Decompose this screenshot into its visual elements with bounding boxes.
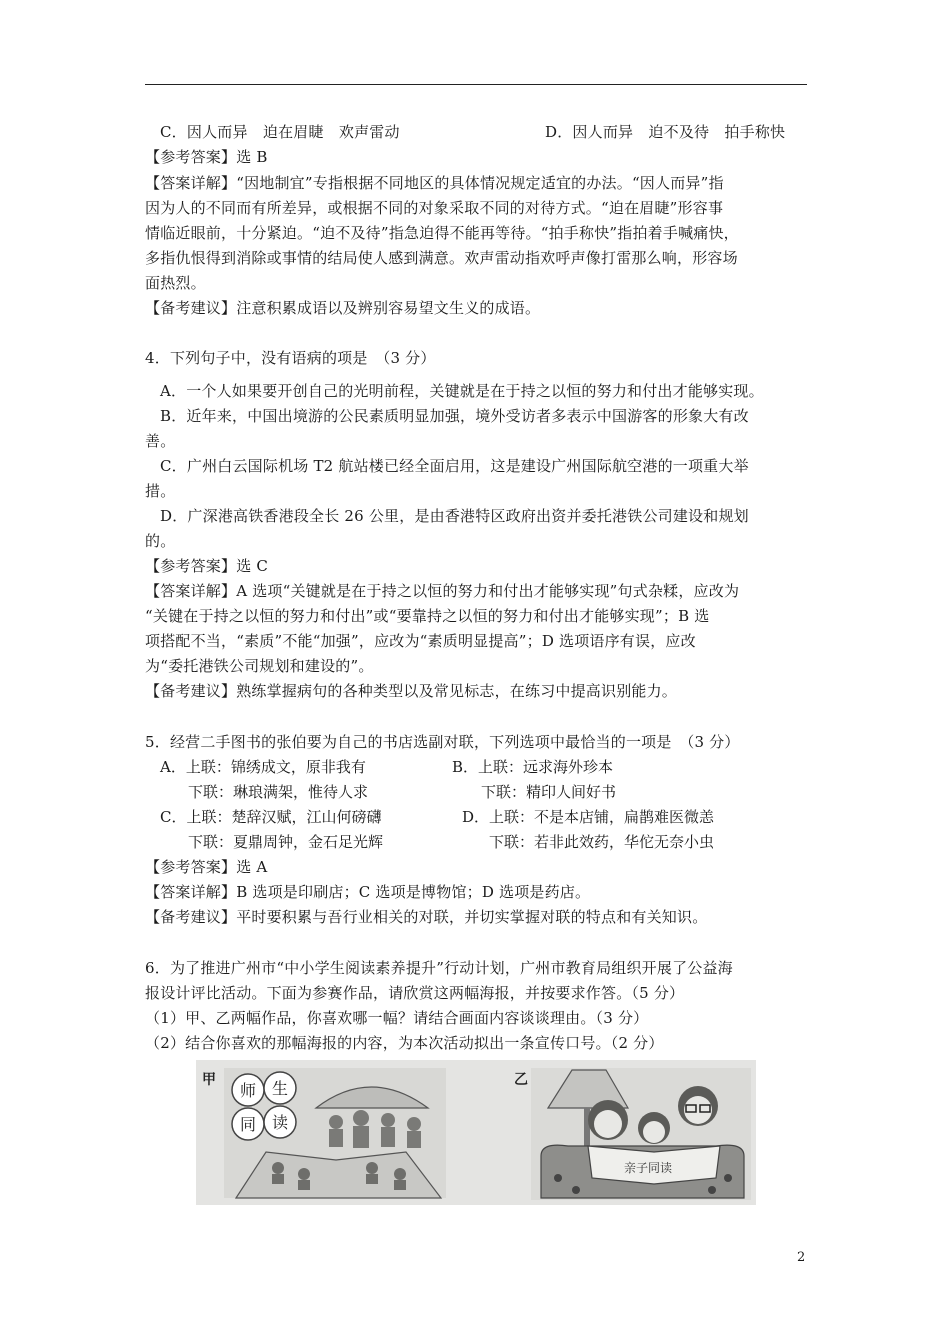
poster-illustrations (196, 1060, 756, 1205)
q4-answer: 【参考答案】选 C (145, 557, 269, 575)
q4-option-cont: 的。 (145, 532, 176, 550)
q5-option-a-lower: 下联：琳琅满架，惟待人求 (188, 783, 369, 801)
q6-stem-line: 报设计评比活动。下面为参赛作品，请欣赏这两幅海报，并按要求作答。（5 分） (145, 984, 685, 1002)
q6-sub-question-1: （1）甲、乙两幅作品，你喜欢哪一幅？请结合画面内容谈谈理由。（3 分） (145, 1009, 649, 1027)
q3-detail-line: 【答案详解】“因地制宜”专指根据不同地区的具体情况规定适宜的办法。“因人而异”指 (145, 174, 724, 192)
q4-option: C．广州白云国际机场 T2 航站楼已经全面启用，这是建设广州国际航空港的一项重大举 (160, 457, 749, 475)
poster-b (514, 1068, 751, 1200)
q4-option: B．近年来，中国出境游的公民素质明显加强，境外受访者多表示中国游客的形象大有改 (160, 407, 749, 425)
q6-sub-question-2: （2）结合你喜欢的那幅海报的内容，为本次活动拟出一条宣传口号。（2 分） (145, 1034, 664, 1052)
q6-stem-line: 6．为了推进广州市“中小学生阅读素养提升”行动计划，广州市教育局组织开展了公益海 (145, 959, 733, 977)
q5-option-d-upper: D．上联：不是本店铺，扁鹊难医微恙 (462, 808, 715, 826)
q5-option-c-upper: C．上联：楚辞汉赋，江山何磅礴 (160, 808, 382, 826)
poster-a-tag: 甲 (202, 1072, 216, 1088)
q3-advice: 【备考建议】注意积累成语以及辨别容易望文生义的成语。 (145, 299, 541, 317)
poster-a-title-char: 同 (240, 1115, 257, 1134)
q5-option-c-lower: 下联：夏鼎周钟，金石足光辉 (188, 833, 384, 851)
q5-option-b-upper: B．上联：远求海外珍本 (452, 758, 614, 776)
q5-option-b-lower: 下联：精印人间好书 (481, 783, 617, 801)
q5-detail: 【答案详解】B 选项是印刷店；C 选项是博物馆；D 选项是药店。 (145, 883, 591, 901)
q4-option-cont: 善。 (145, 432, 176, 450)
q3-detail-line: 面热烈。 (145, 274, 206, 292)
q4-advice: 【备考建议】熟练掌握病句的各种类型以及常见标志，在练习中提高识别能力。 (145, 682, 678, 700)
q5-answer: 【参考答案】选 A (145, 858, 268, 876)
q4-stem: 4．下列句子中，没有语病的项是 （3 分） (145, 349, 436, 367)
q4-option-cont: 措。 (145, 482, 176, 500)
q4-option: A．一个人如果要开创自己的光明前程，关键就是在于持之以恒的努力和付出才能够实现。 (160, 382, 764, 400)
q3-detail-line: 情临近眼前，十分紧迫。“迫不及待”指急迫得不能再等待。“拍手称快”指拍着手喊痛快， (145, 224, 739, 242)
poster-a (202, 1068, 446, 1198)
q4-detail-line: “关键在于持之以恒的努力和付出”或“要靠持之以恒的努力和付出才能够实现”；B 选 (145, 607, 710, 625)
page-number: 2 (797, 1250, 806, 1265)
header-rule (145, 84, 807, 85)
poster-b-tag: 乙 (514, 1072, 528, 1088)
poster-b-book-text: 亲子同读 (624, 1161, 673, 1175)
q5-advice: 【备考建议】平时要积累与吾行业相关的对联，并切实掌握对联的特点和有关知识。 (145, 908, 708, 926)
q5-option-d-lower: 下联：若非此效药，华佗无奈小虫 (489, 833, 715, 851)
poster-figure (196, 1060, 756, 1205)
q4-detail-line: 【答案详解】A 选项“关键就是在于持之以恒的努力和付出才能够实现”句式杂糅，应改为 (145, 582, 740, 600)
q5-stem: 5．经营二手图书的张伯要为自己的书店选副对联，下列选项中最恰当的一项是 （3 分） (145, 733, 740, 751)
poster-a-title-char: 读 (272, 1113, 289, 1132)
q4-detail-line: 为“委托港铁公司规划和建设的”。 (145, 657, 374, 675)
q3-answer: 【参考答案】选 B (145, 148, 268, 166)
q3-detail-line: 因为人的不同而有所差异，或根据不同的对象采取不同的对待方式。“迫在眉睫”形容事 (145, 199, 724, 217)
poster-a-title-char: 生 (272, 1079, 289, 1098)
q3-option-c: C．因人而异 迫在眉睫 欢声雷动 (160, 123, 400, 141)
poster-a-title-char: 师 (240, 1081, 257, 1100)
q3-detail-line: 多指仇恨得到消除或事情的结局使人感到满意。欢声雷动指欢呼声像打雷那么响，形容场 (145, 249, 738, 267)
q5-option-a-upper: A．上联：锦绣成文，原非我有 (160, 758, 366, 776)
q3-option-d: D．因人而异 迫不及待 拍手称快 (545, 123, 786, 141)
q4-detail-line: 项搭配不当，“素质”不能“加强”，应改为“素质明显提高”；D 选项语序有误，应改 (145, 632, 696, 650)
q4-option: D．广深港高铁香港段全长 26 公里，是由香港特区政府出资并委托港铁公司建设和规划 (160, 507, 749, 525)
